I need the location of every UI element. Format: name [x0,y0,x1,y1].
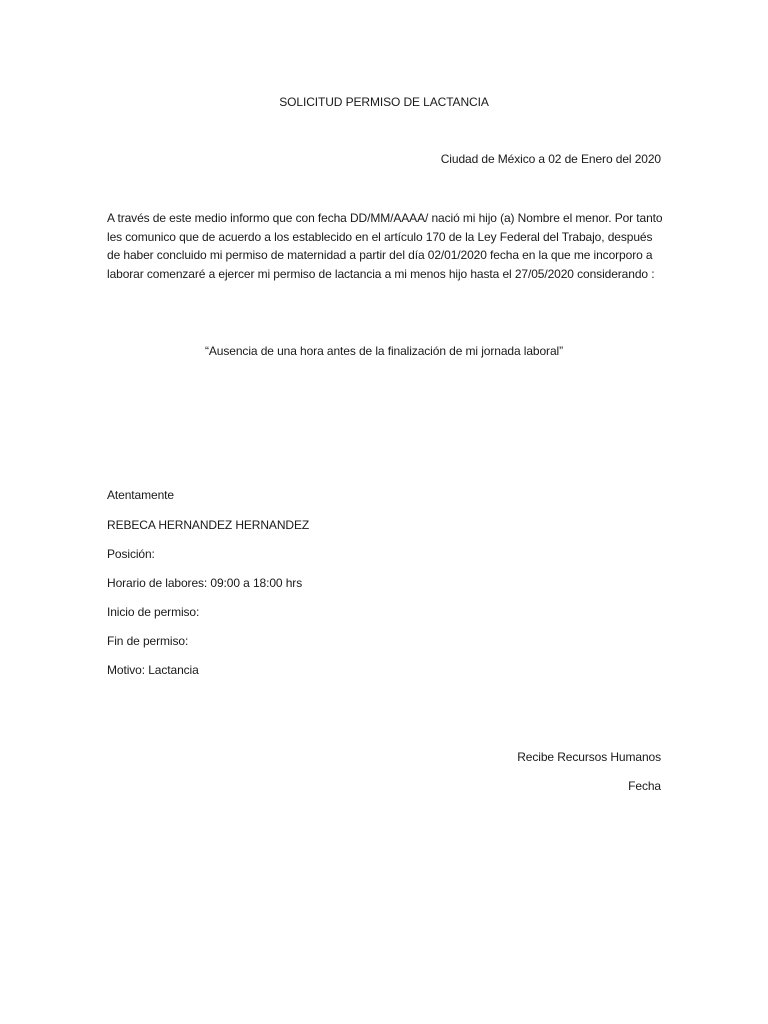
quote-text: “Ausencia de una hora antes de la finalización de mi jornada laboral” [205,344,563,358]
closing-text: Atentamente [107,488,174,502]
title-text: SOLICITUD PERMISO DE LACTANCIA [279,95,489,109]
employee-name: REBECA HERNANDEZ HERNANDEZ [107,518,310,532]
end-label: Fin de permiso: [107,634,189,648]
reason-text: Motivo: Lactancia [107,663,199,677]
received-by: Recibe Recursos Humanos [517,750,661,764]
start-label: Inicio de permiso: [107,605,200,619]
position-label: Posición: [107,547,155,561]
schedule-text: Horario de labores: 09:00 a 18:00 hrs [107,576,303,590]
place-date: Ciudad de México a 02 de Enero del 2020 [440,152,661,166]
body-paragraph: A través de este medio informo que con fecha DD/MM/AAAA/ nació mi hijo (a) Nombre el menor. Por tanto les comunico que de acuerdo a los establecido en el artículo 170 de la Ley Federal del Trabajo, después de haber concluido mi permiso de maternidad a partir del día 02/01/2020 fecha en la que me incorporo a laborar comenzaré a ejercer mi permiso de lactancia a mi menos hijo hasta el 27/05/2020 considerando : [107,211,663,281]
date-label: Fecha [628,779,661,793]
document-title [0,94,768,110]
